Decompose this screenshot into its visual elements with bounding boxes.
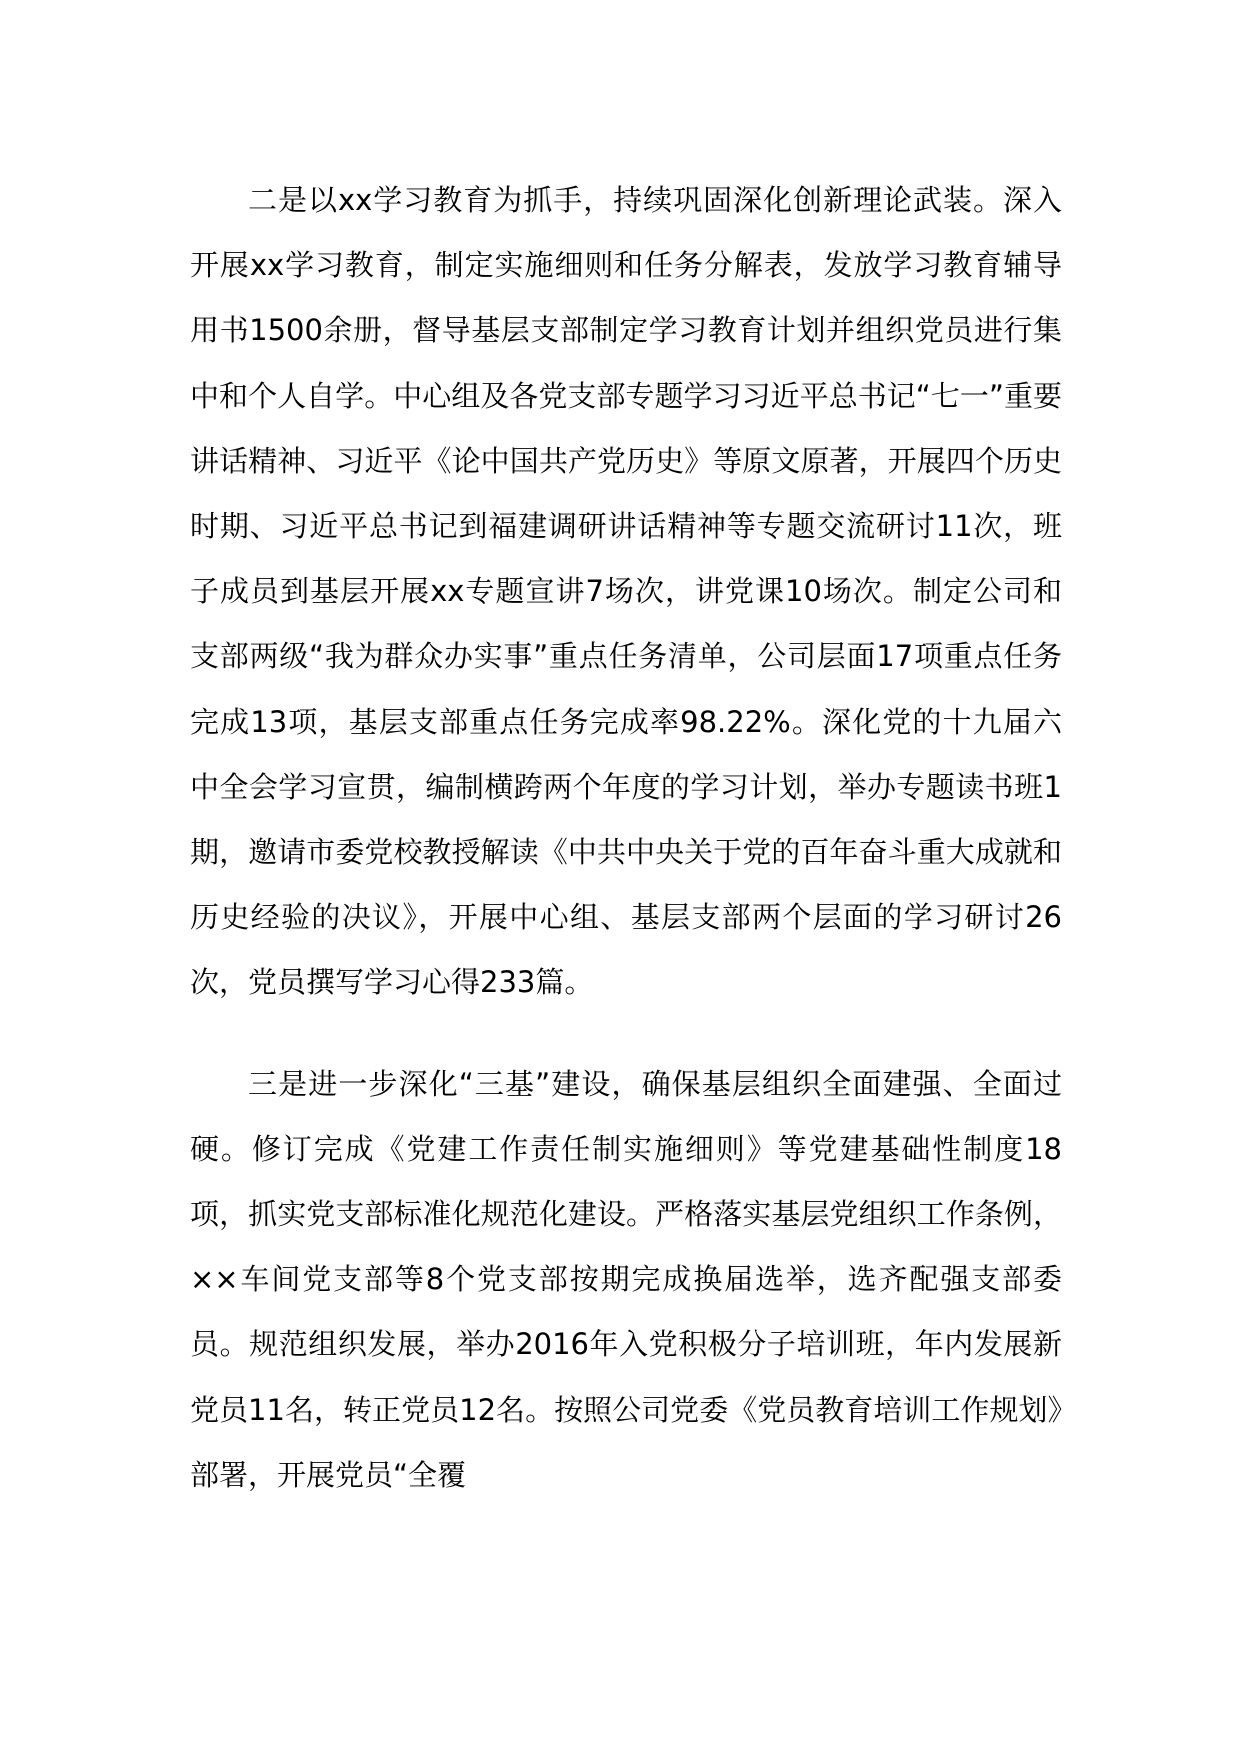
paragraph-three-basics: 三是进一步深化“三基”建设，确保基层组织全面建强、全面过硬。修订完成《党建工作责任制实施细则》等党建基础性制度18项，抓实党支部标准化规范化建设。严格落实基层党组织工作条例，××车间党支部等8个党支部按期完成换届选举，选齐配强支部委员。规范组织发展，举办2016年入党积极分子培训班，年内发展新党员11名，转正党员12名。按照公司党委《党员教育培训工作规划》部署，开展党员“全覆 <box>190 1066 1062 1492</box>
document-body <box>190 168 1062 1508</box>
paragraph-study-education: 二是以xx学习教育为抓手，持续巩固深化创新理论武装。深入开展xx学习教育，制定实施细则和任务分解表，发放学习教育辅导用书1500余册，督导基层支部制定学习教育计划并组织党员进行集中和个人自学。中心组及各党支部专题学习习近平总书记“七一”重要讲话精神、习近平《论中国共产党历史》等原文原著，开展四个历史时期、习近平总书记到福建调研讲话精神等专题交流研讨11次，班子成员到基层开展xx专题宣讲7场次，讲党课10场次。制定公司和支部两级“我为群众办实事”重点任务清单，公司层面17项重点任务完成13项，基层支部重点任务完成率98.22%。深化党的十九届六中全会学习宣贯，编制横跨两个年度的学习计划，举办专题读书班1期，邀请市委党校教授解读《中共中央关于党的百年奋斗重大成就和历史经验的决议》，开展中心组、基层支部两个层面的学习研讨26次，党员撰写学习心得233篇。 <box>190 183 1062 1000</box>
